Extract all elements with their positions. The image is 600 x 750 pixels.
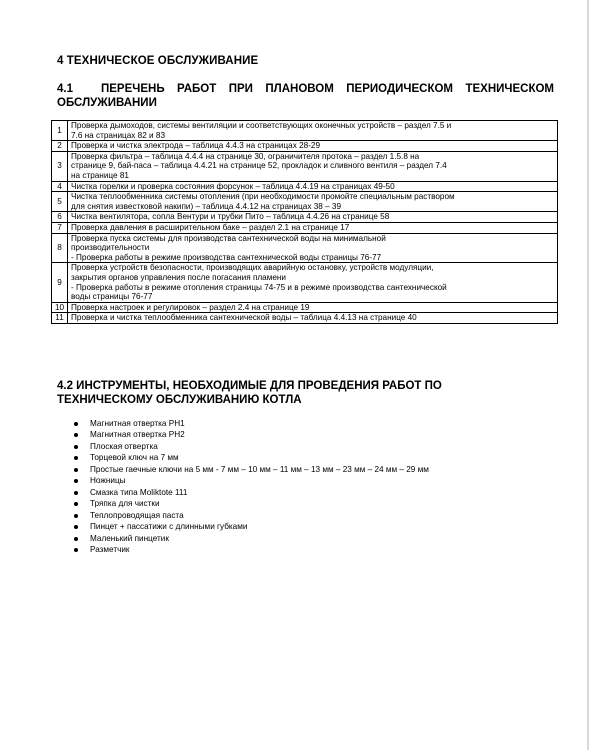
- row-description-line: - Проверка работы в режиме производства сантехнической воды страницы 76-77: [71, 252, 382, 262]
- row-number: 6: [52, 212, 68, 223]
- row-number: 2: [52, 141, 68, 152]
- row-description: [68, 222, 558, 233]
- section-4-heading: 4 ТЕХНИЧЕСКОЕ ОБСЛУЖИВАНИЕ: [57, 55, 259, 67]
- row-description-line: закрытия органов управления после погасания пламени: [71, 272, 286, 282]
- bullet-icon: [74, 491, 78, 495]
- row-description-line: Проверка и чистка электрода – таблица 4.4.3 на страницах 28-29: [71, 141, 321, 151]
- list-item: [74, 429, 429, 440]
- row-description-line: Проверка давления в расширительном баке – раздел 2.1 на странице 17: [71, 222, 350, 232]
- row-description: [68, 313, 558, 324]
- bullet-icon: [74, 433, 78, 437]
- table-row: [52, 151, 558, 181]
- section-4-1-number: 4.1: [57, 83, 73, 95]
- row-description: [68, 121, 558, 141]
- bullet-icon: [74, 468, 78, 472]
- row-description-line: странице 9, бай-паса – таблица 4.4.21 на странице 52, прокладок и сливного вентиля – раздел 7.4: [71, 161, 447, 171]
- tool-label: Теплопроводящая паста: [90, 510, 184, 520]
- row-description-line: Чистка горелки и проверка состояния форсунок – таблица 4.4.19 на страницах 49-50: [71, 181, 395, 191]
- row-description-line: для снятия известковой накипи) – таблица 4.4.12 на страницах 38 – 39: [71, 201, 342, 211]
- table-row: [52, 302, 558, 313]
- list-item: [74, 510, 429, 521]
- row-number: 7: [52, 222, 68, 233]
- list-item: [74, 521, 429, 532]
- row-description-line: Проверка устройств безопасности, производящих аварийную остановку, устройств модуляции,: [71, 263, 434, 273]
- row-description: [68, 192, 558, 212]
- bullet-icon: [74, 445, 78, 449]
- section-4-1-heading: [57, 82, 554, 110]
- row-number: 5: [52, 192, 68, 212]
- table-row: [52, 121, 558, 141]
- tool-label: Торцевой ключ на 7 мм: [90, 453, 179, 463]
- row-description-line: воды страницы 76-77: [71, 292, 153, 302]
- section-4-1-title-line1: ПЕРЕЧЕНЬ РАБОТ ПРИ ПЛАНОВОМ ПЕРИОДИЧЕСКОМ ТЕХНИЧЕСКОМ: [101, 83, 554, 95]
- tool-label: Магнитная отвертка PH2: [90, 430, 185, 440]
- table-row: [52, 233, 558, 263]
- row-number: 1: [52, 121, 68, 141]
- row-description-line: Чистка вентилятора, сопла Вентури и трубки Пито – таблица 4.4.26 на странице 58: [71, 212, 390, 222]
- table-row: [52, 212, 558, 223]
- tool-label: Маленький пинцетик: [90, 533, 169, 543]
- bullet-icon: [74, 456, 78, 460]
- row-description: [68, 181, 558, 192]
- row-description: [68, 212, 558, 223]
- list-item: [74, 533, 429, 544]
- bullet-icon: [74, 537, 78, 541]
- tool-label: Ножницы: [90, 476, 126, 486]
- row-number: 11: [52, 313, 68, 324]
- row-description: [68, 263, 558, 302]
- row-description: [68, 141, 558, 152]
- tool-label: Тряпка для чистки: [90, 499, 160, 509]
- table-row: [52, 263, 558, 302]
- section-4-2-title-line1: 4.2 ИНСТРУМЕНТЫ, НЕОБХОДИМЫЕ ДЛЯ ПРОВЕДЕНИЯ РАБОТ ПО: [57, 380, 442, 392]
- bullet-icon: [74, 548, 78, 552]
- tool-label: Разметчик: [90, 544, 130, 554]
- section-4-1-title-line2: ОБСЛУЖИВАНИИ: [57, 97, 157, 109]
- row-description-line: Проверка настроек и регулировок – раздел 2.4 на странице 19: [71, 302, 310, 312]
- list-item: [74, 452, 429, 463]
- list-item: [74, 487, 429, 498]
- list-item: [74, 441, 429, 452]
- bullet-icon: [74, 525, 78, 529]
- row-description-line: Проверка дымоходов, системы вентиляции и соответствующих оконечных устройств – раздел 7.5 и: [71, 121, 452, 130]
- row-number: 4: [52, 181, 68, 192]
- tool-label: Магнитная отвертка PH1: [90, 419, 185, 428]
- table-row: [52, 141, 558, 152]
- tool-label: Пинцет + пассатижи с длинными губками: [90, 522, 248, 532]
- table-row: [52, 181, 558, 192]
- section-4-2-heading: [57, 379, 557, 407]
- table-row: [52, 222, 558, 233]
- list-item: [74, 464, 429, 475]
- row-number: 9: [52, 263, 68, 302]
- bullet-icon: [74, 422, 78, 426]
- row-description-line: Проверка фильтра – таблица 4.4.4 на странице 30, ограничителя протока – раздел 1.5.8 на: [71, 151, 420, 161]
- bullet-icon: [74, 514, 78, 518]
- row-number: 3: [52, 151, 68, 181]
- row-description: [68, 151, 558, 181]
- table-row: [52, 313, 558, 324]
- page-edge: [587, 0, 589, 750]
- tool-label: Смазка типа Moliktote 111: [90, 487, 188, 497]
- tool-label: Плоская отвертка: [90, 441, 158, 451]
- tools-list: [74, 418, 429, 555]
- row-description-line: Проверка пуска системы для производства сантехнической воды на минимальной: [71, 233, 386, 243]
- table-row: [52, 192, 558, 212]
- row-description-line: на странице 81: [71, 170, 129, 180]
- row-description-line: Чистка теплообменника системы отопления (при необходимости промойте специальным раствором: [71, 192, 455, 202]
- bullet-icon: [74, 502, 78, 506]
- list-item: [74, 498, 429, 509]
- row-description-line: производительности: [71, 243, 150, 253]
- row-description-line: 7.6 на страницах 82 и 83: [71, 130, 166, 140]
- row-number: 10: [52, 302, 68, 313]
- maintenance-works-table: [51, 120, 558, 324]
- row-number: 8: [52, 233, 68, 263]
- list-item: [74, 475, 429, 486]
- row-description: [68, 302, 558, 313]
- list-item: [74, 544, 429, 555]
- row-description-line: Проверка и чистка теплообменника сантехнической воды – таблица 4.4.13 на странице 40: [71, 313, 417, 323]
- bullet-icon: [74, 479, 78, 483]
- list-item: [74, 418, 429, 429]
- row-description-line: - Проверка работы в режиме отопления страницы 74-75 и в режиме производства сантехнической: [71, 282, 447, 292]
- tool-label: Простые гаечные ключи на 5 мм - 7 мм – 10 мм – 11 мм – 13 мм – 23 мм – 24 мм – 29 мм: [90, 464, 429, 474]
- section-4-2-title-line2: ТЕХНИЧЕСКОМУ ОБСЛУЖИВАНИЮ КОТЛА: [57, 394, 302, 406]
- row-description: [68, 233, 558, 263]
